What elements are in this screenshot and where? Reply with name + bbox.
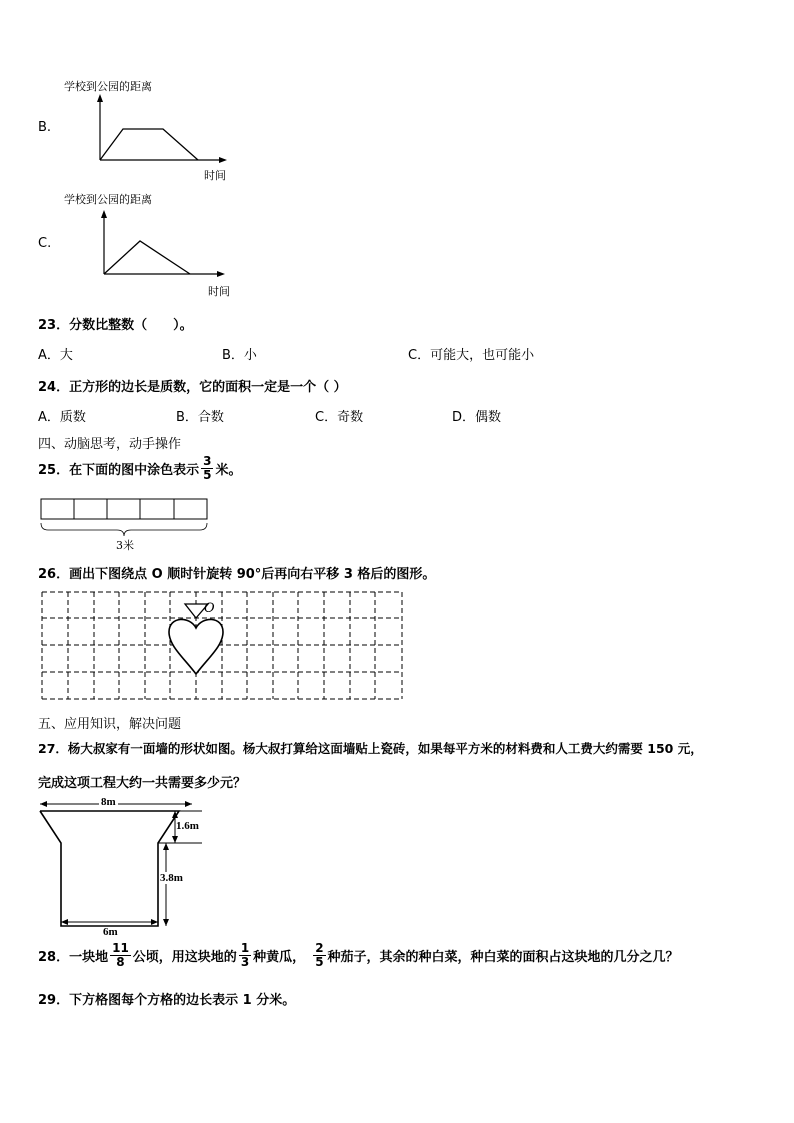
option-b-letter: B. bbox=[38, 120, 52, 135]
q27-wall-figure bbox=[30, 796, 210, 940]
graph-b-xlabel: 时间 bbox=[204, 169, 226, 182]
q25-fraction bbox=[201, 455, 213, 482]
question-28 bbox=[38, 942, 679, 969]
q27-dim-top: 8m bbox=[101, 796, 116, 808]
q25-strip-diagram[interactable] bbox=[38, 496, 214, 538]
question-27-line1: 27．杨大叔家有一面墙的形状如图。杨大叔打算给这面墙贴上瓷砖，如果每平方米的材料费和人工费大约需要 150 元， bbox=[38, 741, 703, 756]
question-29: 29．下方格图每个方格的边长表示 1 分米。 bbox=[38, 993, 296, 1008]
q25-fraction-numerator: 3 bbox=[203, 454, 212, 468]
q27-dim-side-top: 1.6m bbox=[176, 820, 199, 832]
graph-c-line-chart bbox=[94, 208, 244, 286]
q28-part3: 种黄瓜， bbox=[253, 950, 306, 965]
section-5-heading: 五、应用知识，解决问题 bbox=[38, 717, 182, 732]
q23-option-b[interactable]: B．小 bbox=[222, 348, 257, 363]
q26-grid-figure[interactable] bbox=[38, 588, 406, 704]
q28-fraction-3-denominator: 5 bbox=[315, 955, 324, 969]
q28-fraction-3-numerator: 2 bbox=[315, 941, 324, 955]
q24-option-b[interactable]: B．合数 bbox=[176, 410, 224, 425]
q28-fraction-2-numerator: 1 bbox=[240, 941, 250, 955]
q25-prefix: 25．在下面的图中涂色表示 bbox=[38, 463, 200, 478]
q23-option-a[interactable]: A．大 bbox=[38, 348, 73, 363]
q27-dim-bottom: 6m bbox=[103, 926, 118, 938]
question-26: 26．画出下图绕点 O 顺时针旋转 90°后再向右平移 3 格后的图形。 bbox=[38, 567, 436, 582]
section-4-heading: 四、动脑思考，动手操作 bbox=[38, 437, 182, 452]
q23-option-c[interactable]: C．可能大，也可能小 bbox=[408, 348, 535, 363]
q28-fraction-3 bbox=[313, 942, 325, 969]
q28-fraction-1-numerator: 11 bbox=[112, 941, 129, 955]
q28-part1: 28．一块地 bbox=[38, 950, 109, 965]
q27-dim-side-bottom: 3.8m bbox=[160, 872, 183, 884]
graph-c-ylabel: 学校到公园的距离 bbox=[64, 193, 152, 206]
q24-option-d[interactable]: D．偶数 bbox=[452, 410, 502, 425]
graph-c-xlabel: 时间 bbox=[208, 285, 230, 298]
graph-b-line-chart bbox=[90, 92, 240, 170]
question-24: 24．正方形的边长是质数，它的面积一定是一个（ ） bbox=[38, 380, 347, 395]
q25-fraction-denominator: 5 bbox=[203, 468, 212, 482]
q28-fraction-2 bbox=[239, 942, 251, 969]
q25-suffix: 米。 bbox=[215, 463, 242, 478]
q28-fraction-1 bbox=[110, 942, 131, 969]
question-27-line2: 完成这项工程大约一共需要多少元？ bbox=[38, 776, 247, 791]
graph-b-ylabel: 学校到公园的距离 bbox=[64, 80, 152, 93]
q24-option-c[interactable]: C．奇数 bbox=[315, 410, 364, 425]
q24-option-a[interactable]: A．质数 bbox=[38, 410, 86, 425]
q28-part4: 种茄子，其余的种白菜，种白菜的面积占这块地的几分之几？ bbox=[327, 950, 679, 965]
q26-point-o-label: O bbox=[204, 601, 215, 616]
question-25 bbox=[38, 455, 241, 482]
q28-part2: 公顷，用这块地的 bbox=[132, 950, 237, 965]
question-23: 23．分数比整数（ ）。 bbox=[38, 318, 193, 333]
q28-fraction-2-denominator: 3 bbox=[240, 955, 250, 969]
option-c-letter: C. bbox=[38, 236, 52, 251]
q25-bar-label: 3米 bbox=[116, 539, 134, 552]
q28-fraction-1-denominator: 8 bbox=[116, 955, 125, 969]
